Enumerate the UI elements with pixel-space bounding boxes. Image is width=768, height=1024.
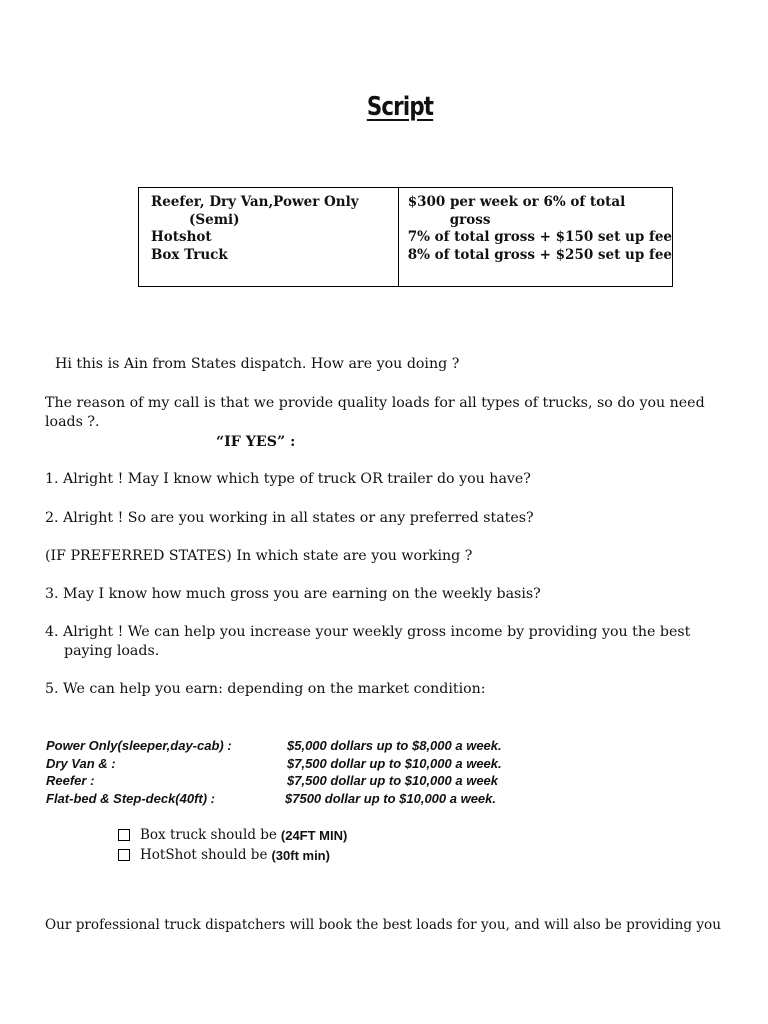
question-3: 3. May I know how much gross you are earning on the weekly basis? — [45, 586, 541, 602]
rate-box: 8% of total gross + $250 set up fee — [407, 246, 672, 263]
earning-row — [46, 756, 502, 771]
rate-semi-cont: gross — [449, 211, 491, 228]
earning-row — [46, 738, 502, 753]
intro-line: Hi this is Ain from States dispatch. How are you doing ? — [55, 356, 460, 372]
truck-type-semi-note: (Semi) — [189, 211, 240, 228]
earning-value: $7,500 dollar up to $10,000 a week. — [287, 756, 502, 771]
truck-type-hotshot: Hotshot — [151, 229, 212, 245]
question-5: 5. We can help you earn: depending on the market condition: — [45, 681, 486, 697]
earning-label: Dry Van & : — [46, 756, 116, 771]
checkbox[interactable] — [118, 849, 130, 861]
checkbox[interactable] — [118, 829, 130, 841]
checklist-text: Box truck should be — [140, 827, 277, 843]
earning-label: Flat-bed & Step-deck(40ft) : — [46, 791, 216, 806]
checklist-requirement: (24FT MIN) — [280, 827, 348, 843]
question-1: 1. Alright ! May I know which type of truck OR trailer do you have? — [45, 471, 531, 487]
earning-row — [46, 791, 497, 806]
closing-line: Our professional truck dispatchers will book the best loads for you, and will also be providing you — [45, 917, 721, 933]
checklist-text: HotShot should be — [140, 847, 268, 863]
question-2b: (IF PREFERRED STATES) In which state are you working ? — [45, 548, 473, 564]
truck-type-column — [139, 188, 399, 286]
earning-label: Power Only(sleeper,day-cab) : — [46, 738, 232, 753]
rate-hotshot: 7% of total gross + $150 set up fee — [407, 229, 672, 245]
checklist-item — [118, 847, 330, 863]
rate-table — [138, 187, 673, 287]
earning-value: $7500 dollar up to $10,000 a week. — [285, 791, 497, 806]
truck-type-box: Box Truck — [151, 246, 228, 263]
earning-label: Reefer : — [46, 773, 95, 788]
question-2: 2. Alright ! So are you working in all states or any preferred states? — [45, 510, 534, 526]
rate-column — [399, 188, 672, 286]
reason-line-1: The reason of my call is that we provide quality loads for all types of trucks, so do you need — [45, 395, 705, 411]
question-4-line-2: paying loads. — [64, 643, 160, 659]
question-4-line-1: 4. Alright ! We can help you increase your weekly gross income by providing you the best — [45, 624, 691, 640]
page-title: Script — [366, 92, 434, 122]
checklist-item — [118, 827, 347, 843]
earning-value: $5,000 dollars up to $8,000 a week. — [287, 738, 502, 753]
checklist-requirement: (30ft min) — [271, 847, 330, 863]
earning-value: $7,500 dollar up to $10,000 a week — [287, 773, 499, 788]
if-yes-heading: “IF YES” : — [216, 434, 296, 450]
earning-row — [46, 773, 499, 788]
reason-line-2: loads ?. — [45, 414, 100, 430]
rate-semi: $300 per week or 6% of total — [407, 194, 626, 210]
truck-type-semi: Reefer, Dry Van,Power Only — [151, 194, 359, 210]
